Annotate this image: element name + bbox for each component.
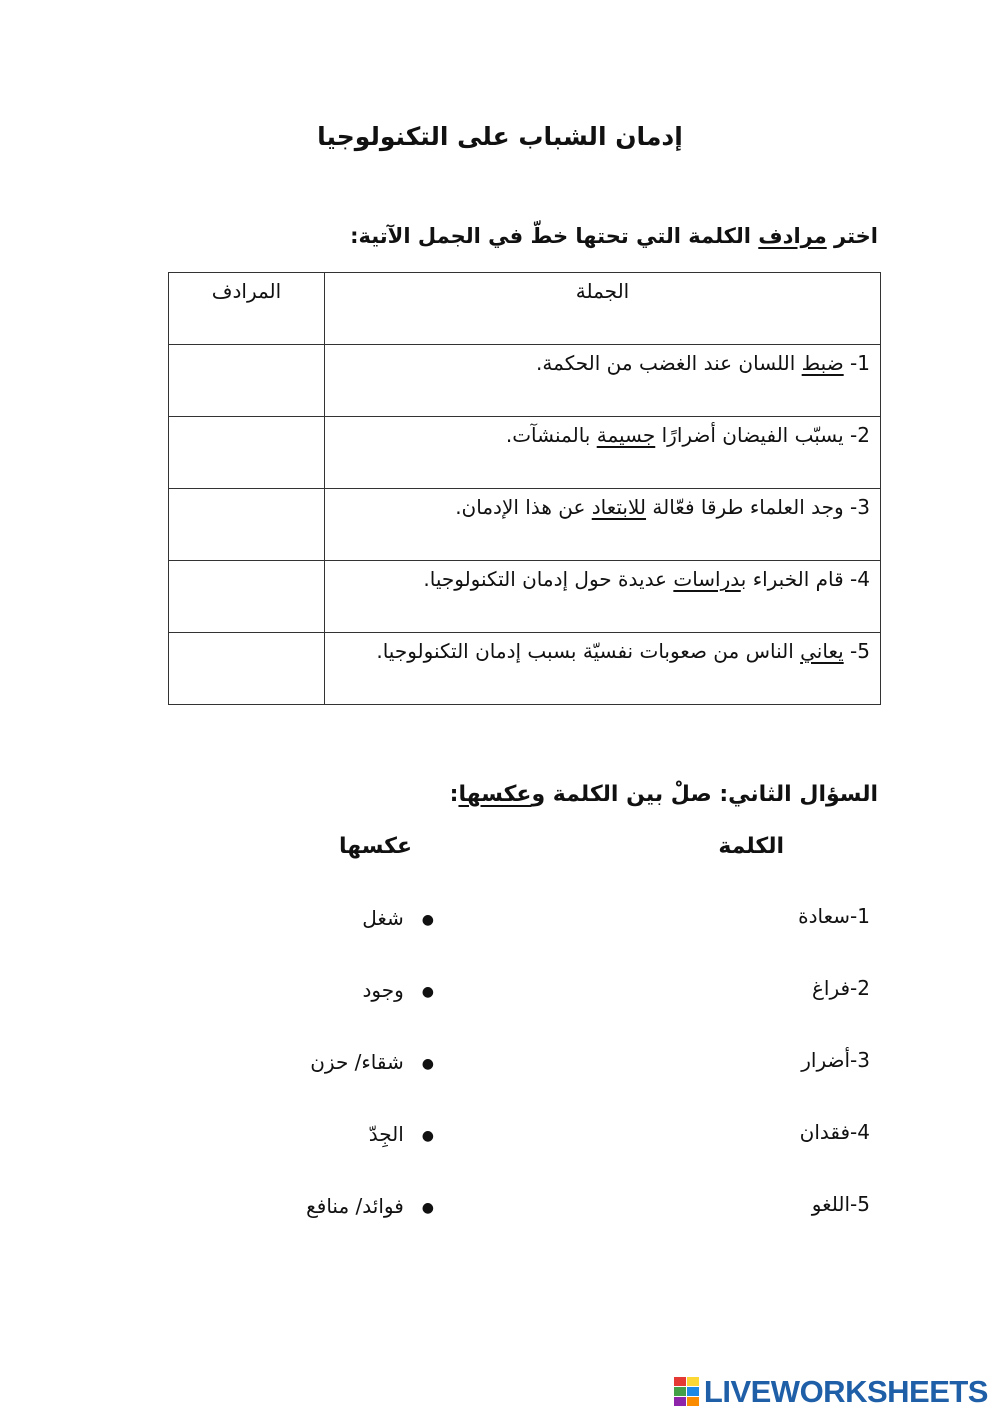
row-num: 3- — [843, 495, 870, 519]
synonym-table — [168, 272, 881, 705]
row-underlined: ضبط — [801, 351, 844, 375]
synonym-answer-cell[interactable] — [169, 561, 325, 633]
row-rest: بالمنشآت. — [505, 423, 597, 447]
row-rest: الناس من صعوبات نفسيّة بسبب إدمان التكنولوجيا. — [376, 639, 801, 663]
synonym-answer-cell[interactable] — [169, 345, 325, 417]
opposite-label: وجود — [362, 978, 404, 1002]
row-rest: اللسان عند الغضب من الحكمة. — [536, 351, 802, 375]
row-pre: قام الخبراء ب — [740, 567, 844, 591]
synonym-answer-cell[interactable] — [169, 489, 325, 561]
match-word[interactable]: 2-فراغ — [811, 976, 870, 1000]
header-sentence — [325, 273, 881, 345]
sentence-cell — [325, 561, 881, 633]
instruction-underlined: مرادف — [758, 224, 827, 248]
brand-name: LIVEWORKSHEETS — [703, 1374, 988, 1409]
instruction-after: الكلمة التي تحتها خطّ في الجمل الآتية: — [350, 224, 759, 248]
q2-title-after: : — [449, 782, 459, 807]
table-row — [169, 633, 881, 705]
synonym-answer-cell[interactable] — [169, 633, 325, 705]
row-underlined: للابتعاد — [591, 495, 647, 519]
row-underlined: دراسات — [673, 567, 741, 591]
row-num: 2- — [843, 423, 870, 447]
instruction-before: اختر — [826, 224, 878, 248]
bullet-icon: ● — [421, 911, 434, 928]
sentence-cell — [325, 633, 881, 705]
row-pre: يسبّب الفيضان أضرارًا — [655, 423, 844, 447]
liveworksheets-logo-icon — [674, 1377, 700, 1407]
table-row — [169, 417, 881, 489]
row-num: 1- — [843, 351, 870, 375]
bullet-icon: ● — [421, 1127, 434, 1144]
row-rest: عديدة حول إدمان التكنولوجيا. — [423, 567, 674, 591]
opposite-column-header: عكسها — [339, 834, 412, 859]
match-opposite[interactable] — [310, 1050, 434, 1074]
row-underlined: جسيمة — [596, 423, 656, 447]
sentence-cell — [325, 345, 881, 417]
row-rest: عن هذا الإدمان. — [455, 495, 592, 519]
header-sentence-label: الجملة — [575, 279, 630, 303]
header-synonym — [169, 273, 325, 345]
q2-title-before: السؤال الثاني: صلْ بين الكلمة و — [531, 782, 878, 807]
header-synonym-label: المرادف — [211, 279, 282, 303]
word-column-header: الكلمة — [718, 834, 784, 859]
opposite-label: فوائد/ منافع — [306, 1194, 404, 1218]
table-header-row — [169, 273, 881, 345]
synonym-answer-cell[interactable] — [169, 417, 325, 489]
q2-title-underlined: عكسها — [458, 782, 532, 807]
question1-instruction — [350, 224, 878, 248]
match-opposite[interactable] — [362, 906, 434, 930]
row-num: 4- — [843, 567, 870, 591]
table-row — [169, 345, 881, 417]
match-word[interactable]: 4-فقدان — [799, 1120, 870, 1144]
match-opposite[interactable] — [363, 978, 434, 1002]
bullet-icon: ● — [421, 1199, 434, 1216]
row-underlined: يعاني — [800, 639, 844, 663]
row-pre: وجد العلماء طرقا فعّالة — [646, 495, 844, 519]
opposite-label: الجِدّ — [368, 1122, 404, 1146]
opposite-label: شقاء/ حزن — [310, 1050, 404, 1074]
question2-title — [450, 782, 878, 807]
table-row — [169, 489, 881, 561]
match-opposite[interactable] — [306, 1194, 434, 1218]
liveworksheets-logo — [674, 1374, 988, 1410]
bullet-icon: ● — [421, 1055, 434, 1072]
match-word[interactable]: 3-أضرار — [801, 1048, 870, 1072]
match-word[interactable]: 1-سعادة — [798, 904, 870, 928]
sentence-cell — [325, 489, 881, 561]
bullet-icon: ● — [421, 983, 434, 1000]
match-opposite[interactable] — [369, 1122, 434, 1146]
sentence-cell — [325, 417, 881, 489]
row-num: 5- — [843, 639, 870, 663]
table-row — [169, 561, 881, 633]
match-word[interactable]: 5-اللغو — [811, 1192, 870, 1216]
opposite-label: شغل — [362, 906, 404, 930]
worksheet-title: إدمان الشباب على التكنولوجيا — [317, 122, 683, 151]
